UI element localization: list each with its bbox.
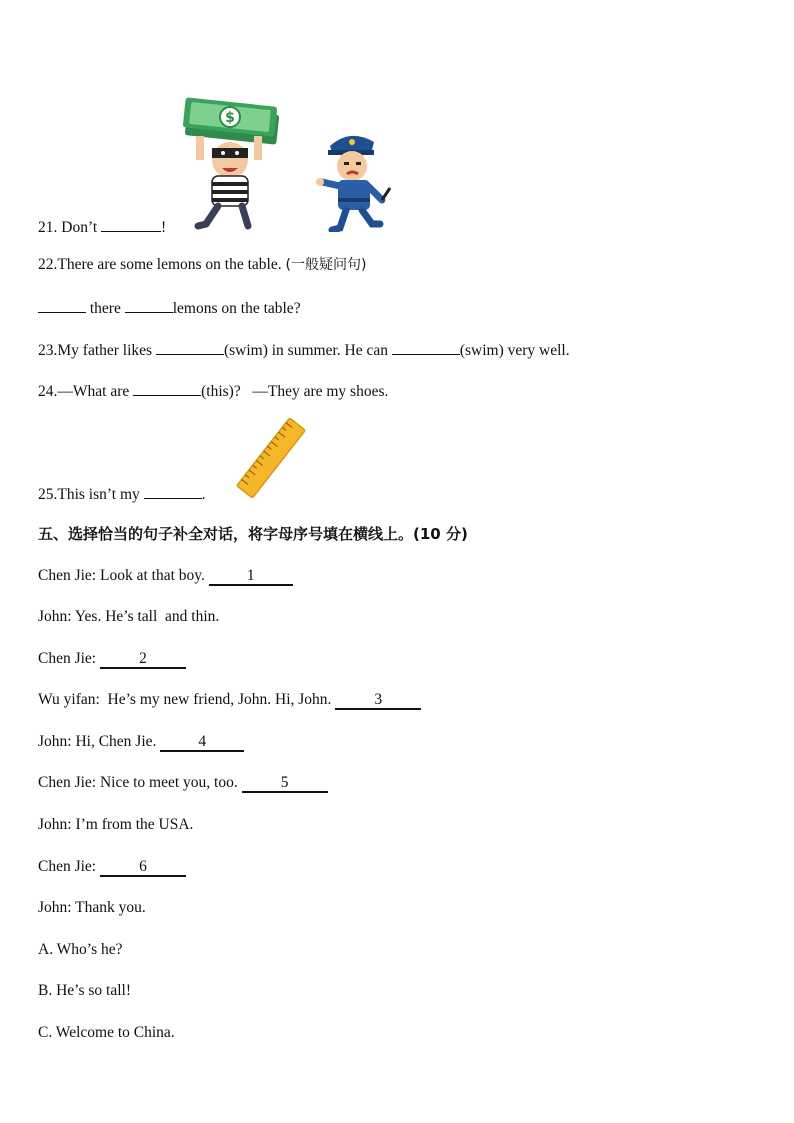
question-23-part-1: 23.My father likes <box>38 342 156 359</box>
question-25-blank[interactable] <box>144 482 202 499</box>
dialogue-blank-3[interactable]: 3 <box>335 691 421 710</box>
option-a: A. Who’s he? <box>38 941 123 958</box>
option-b: B. He’s so tall! <box>38 982 131 999</box>
question-22-text: 22.There are some lemons on the table. <box>38 256 286 273</box>
dialogue-line-4 <box>38 690 421 710</box>
dialogue-text: Chen Jie: Look at that boy. <box>38 567 209 584</box>
question-25-text: 25.This isn’t my <box>38 486 144 503</box>
question-23 <box>38 338 570 361</box>
dialogue-blank-2[interactable]: 2 <box>100 650 186 669</box>
dialogue-blank-5[interactable]: 5 <box>242 774 328 793</box>
question-23-blank-2[interactable] <box>392 338 460 355</box>
dialogue-line-3 <box>38 649 186 669</box>
dialogue-text: Chen Jie: Nice to meet you, too. <box>38 774 242 791</box>
dialogue-line-5 <box>38 732 244 752</box>
police-officer-icon <box>316 128 396 232</box>
dialogue-line-1 <box>38 566 293 586</box>
dialogue-blank-1[interactable]: 1 <box>209 567 293 586</box>
question-23-part-2: (swim) in summer. He can <box>223 342 392 359</box>
question-23-part-3: (swim) very well. <box>459 342 570 359</box>
option-c: C. Welcome to China. <box>38 1024 175 1041</box>
question-25 <box>38 482 206 505</box>
question-21 <box>38 215 166 238</box>
question-25-end: . <box>201 486 206 503</box>
question-22-there: there <box>86 300 125 317</box>
dialogue-line-8 <box>38 857 186 877</box>
dialogue-line-9 <box>38 898 146 918</box>
svg-text:$: $ <box>225 110 235 126</box>
dialogue-line-2 <box>38 607 219 627</box>
dialogue-text: John: Thank you. <box>38 899 146 916</box>
dialogue-text: John: Yes. He’s tall and thin. <box>38 608 220 625</box>
dialogue-text: John: Hi, Chen Jie. <box>38 733 161 750</box>
question-24 <box>38 379 388 402</box>
question-22-blank-1[interactable] <box>38 296 86 313</box>
question-24-part-2: (this)? —They are my shoes. <box>201 383 389 400</box>
dialogue-blank-6[interactable]: 6 <box>100 858 186 877</box>
dialogue-line-7 <box>38 815 193 835</box>
dialogue-text: Wu yifan: He’s my new friend, John. Hi, John. <box>38 691 336 708</box>
dialogue-blank-4[interactable]: 4 <box>160 733 244 752</box>
question-22-blank-2[interactable] <box>125 296 173 313</box>
thief-with-money-icon <box>182 92 284 232</box>
question-22-answer-line <box>38 296 301 319</box>
section-5-heading: 五、选择恰当的句子补全对话，将字母序号填在横线上。(10 分) <box>38 525 468 543</box>
question-21-text: 21. Don’t <box>38 219 102 236</box>
dialogue-line-6 <box>38 773 328 793</box>
question-24-blank[interactable] <box>133 379 201 396</box>
question-22-instruction: (一般疑问句) <box>285 257 367 273</box>
question-24-part-1: 24.—What are <box>38 383 134 400</box>
dialogue-text: Chen Jie: <box>38 650 100 667</box>
question-23-blank-1[interactable] <box>156 338 224 355</box>
question-21-end: ! <box>161 219 167 236</box>
dialogue-text: John: I’m from the USA. <box>38 816 194 833</box>
question-21-blank[interactable] <box>101 215 161 232</box>
question-22 <box>38 255 366 275</box>
question-22-end: lemons on the table? <box>172 300 301 317</box>
dialogue-text: Chen Jie: <box>38 858 100 875</box>
ruler-icon <box>234 418 308 498</box>
